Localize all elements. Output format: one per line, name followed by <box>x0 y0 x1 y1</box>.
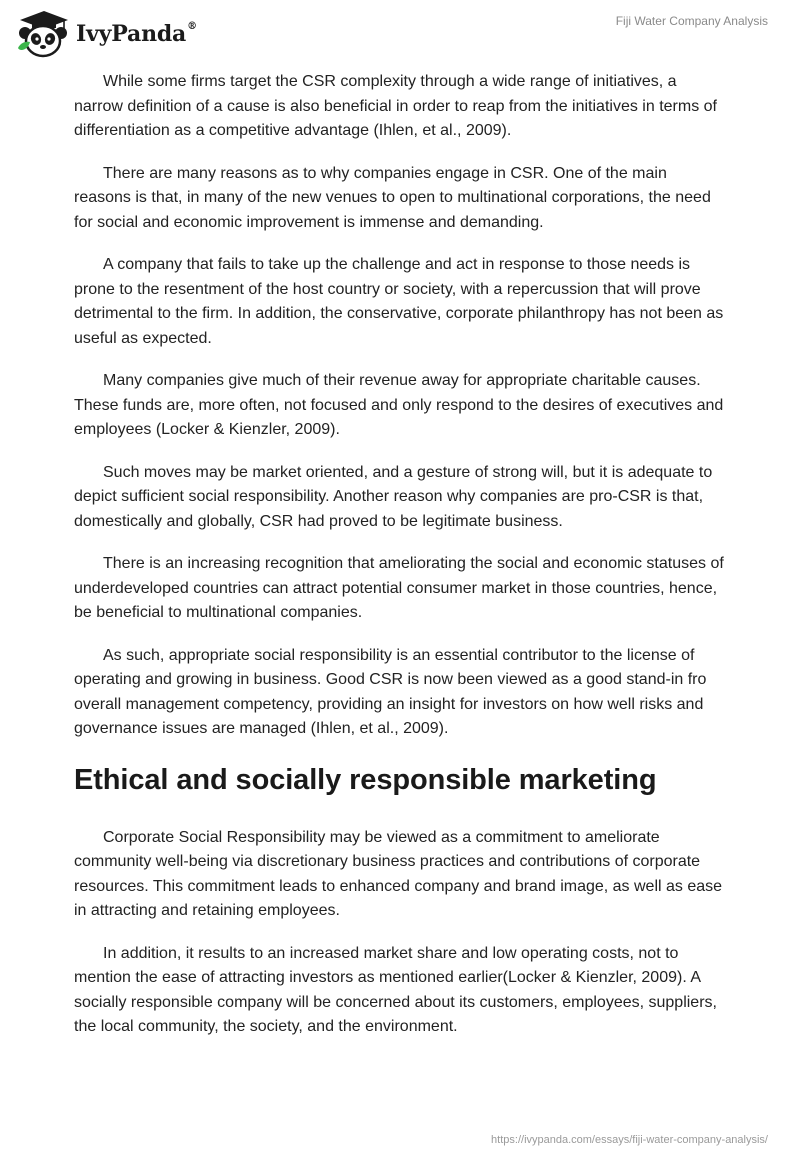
source-url-link[interactable]: https://ivypanda.com/essays/fiji-water-company-analysis/ <box>491 1134 768 1146</box>
section-heading: Ethical and socially responsible marketing <box>74 763 657 796</box>
paragraph: In addition, it results to an increased market share and low operating costs, not to mention the ease of attracting investors as mentioned earlier(Locker & Kienzler, 2009). A socially responsible company will be concerned about its customers, employees, suppliers, the local community, the society, and the environment. <box>74 944 717 1035</box>
paragraph: There is an increasing recognition that ameliorating the social and economic statuses of underdeveloped countries can attract potential consumer market in those countries, hence, be beneficial to multinational companies. <box>74 555 724 621</box>
paragraph: There are many reasons as to why companies engage in CSR. One of the main reasons is that, in many of the new venues to open to multinational corporations, the need for social and economic improvement is immense and demanding. <box>74 164 711 231</box>
registered-mark: ® <box>187 20 197 32</box>
page-header <box>0 0 800 70</box>
article-body <box>74 70 726 1058</box>
paragraph: Corporate Social Responsibility may be viewed as a commitment to ameliorate community well-being via discretionary business practices and contributions of corporate resources. This commitment leads to enhanced company and brand image, as well as ease in attracting and retaining employees. <box>74 828 723 919</box>
ivypanda-logo[interactable] <box>14 8 197 58</box>
paragraph: A company that fails to take up the challenge and act in response to those needs is prone to the resentment of the host country or society, with a repercussion that will prove detrimental to the firm. In addition, the conservative, corporate philanthropy has not been as useful as expected. <box>74 256 724 347</box>
brand-name: IvyPanda® <box>76 20 197 47</box>
paragraph: As such, appropriate social responsibility is an essential contributor to the license of operating and growing in business. Good CSR is now been viewed as a good stand-in fro overall management competency, providing an insight for investors on how well risks and governance issues are managed (Ihlen, et al., 2009). <box>74 646 707 737</box>
paragraph: While some firms target the CSR complexity through a wide range of initiatives, a narrow definition of a cause is also beneficial in order to reap from the initiatives in terms of differentiation as a competitive advantage (Ihlen, et al., 2009). <box>74 73 717 139</box>
paragraph: Many companies give much of their revenue away for appropriate charitable causes. These funds are, more often, not focused and only respond to the desires of executives and employees (Locker & Kienzler, 2009). <box>74 372 724 438</box>
document-title: Fiji Water Company Analysis <box>615 14 768 28</box>
paragraph: Such moves may be market oriented, and a gesture of strong will, but it is adequate to depict sufficient social responsibility. Another reason why companies are pro-CSR is that, domestically and globally, CSR had proved to be legitimate business. <box>74 463 713 530</box>
panda-graduate-icon <box>14 8 70 58</box>
